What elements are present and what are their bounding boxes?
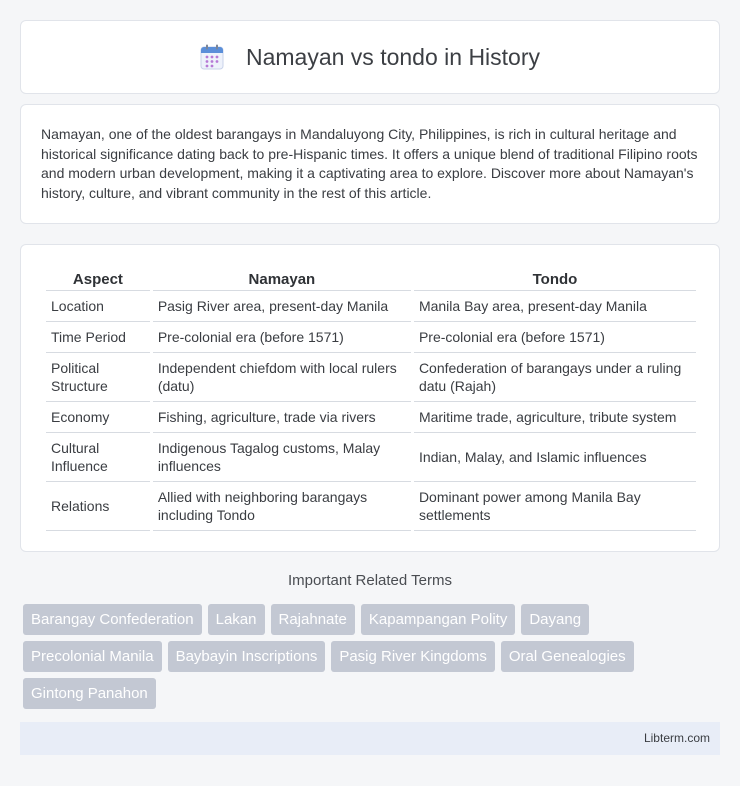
page-title: Namayan vs tondo in History (245, 43, 540, 70)
term-tag[interactable]: Gintong Panahon (23, 678, 156, 709)
table-cell: Indian, Malay, and Islamic influences (414, 433, 696, 482)
header-card (20, 20, 720, 94)
intro-paragraph: Namayan, one of the oldest barangays in Mandaluyong City, Philippines, is rich in cultural heritage and historical significance dating back to pre-Hispanic times. It offers a unique blend of traditional Filipino roots and modern urban development, making it a captivating area to explore. Discover more about Namayan's history, culture, and vibrant community in the rest of this article. (41, 126, 698, 201)
comparison-card (20, 244, 720, 552)
table-row (46, 482, 696, 531)
table-cell: Independent chiefdom with local rulers (datu) (153, 353, 411, 402)
table-header-row (46, 265, 696, 291)
table-cell: Political Structure (46, 353, 150, 402)
table-cell: Allied with neighboring barangays including Tondo (153, 482, 411, 531)
term-tag[interactable]: Pasig River Kingdoms (331, 641, 495, 672)
table-cell: Pre-colonial era (before 1571) (153, 322, 411, 353)
term-tag[interactable]: Kapampangan Polity (361, 604, 515, 635)
table-cell: Indigenous Tagalog customs, Malay influences (153, 433, 411, 482)
footer-brand-link[interactable]: Libterm.com (643, 731, 710, 745)
table-cell: Manila Bay area, present-day Manila (414, 291, 696, 322)
table-row (46, 291, 696, 322)
term-tag[interactable]: Dayang (521, 604, 589, 635)
intro-card (20, 104, 720, 224)
comparison-table (43, 265, 699, 531)
table-cell: Location (46, 291, 150, 322)
footer (20, 722, 720, 755)
table-cell: Pasig River area, present-day Manila (153, 291, 411, 322)
term-tag[interactable]: Oral Genealogies (501, 641, 634, 672)
column-header-tondo: Tondo (414, 265, 696, 291)
calendar-icon (200, 44, 224, 70)
term-tag[interactable]: Precolonial Manila (23, 641, 162, 672)
term-tag[interactable]: Barangay Confederation (23, 604, 202, 635)
table-cell: Fishing, agriculture, trade via rivers (153, 402, 411, 433)
column-header-aspect: Aspect (46, 265, 150, 291)
table-row (46, 433, 696, 482)
table-row (46, 322, 696, 353)
table-cell: Economy (46, 402, 150, 433)
related-terms-title: Important Related Terms (288, 572, 452, 589)
table-cell: Maritime trade, agriculture, tribute system (414, 402, 696, 433)
table-cell: Pre-colonial era (before 1571) (414, 322, 696, 353)
table-cell: Time Period (46, 322, 150, 353)
term-tag[interactable]: Baybayin Inscriptions (168, 641, 326, 672)
table-cell: Cultural Influence (46, 433, 150, 482)
term-tag[interactable]: Lakan (208, 604, 265, 635)
header (200, 44, 540, 71)
term-tag[interactable]: Rajahnate (271, 604, 355, 635)
table-row (46, 402, 696, 433)
related-terms-list (23, 604, 723, 715)
table-cell: Confederation of barangays under a ruling datu (Rajah) (414, 353, 696, 402)
table-cell: Relations (46, 482, 150, 531)
table-row (46, 353, 696, 402)
column-header-namayan: Namayan (153, 265, 411, 291)
table-cell: Dominant power among Manila Bay settlements (414, 482, 696, 531)
